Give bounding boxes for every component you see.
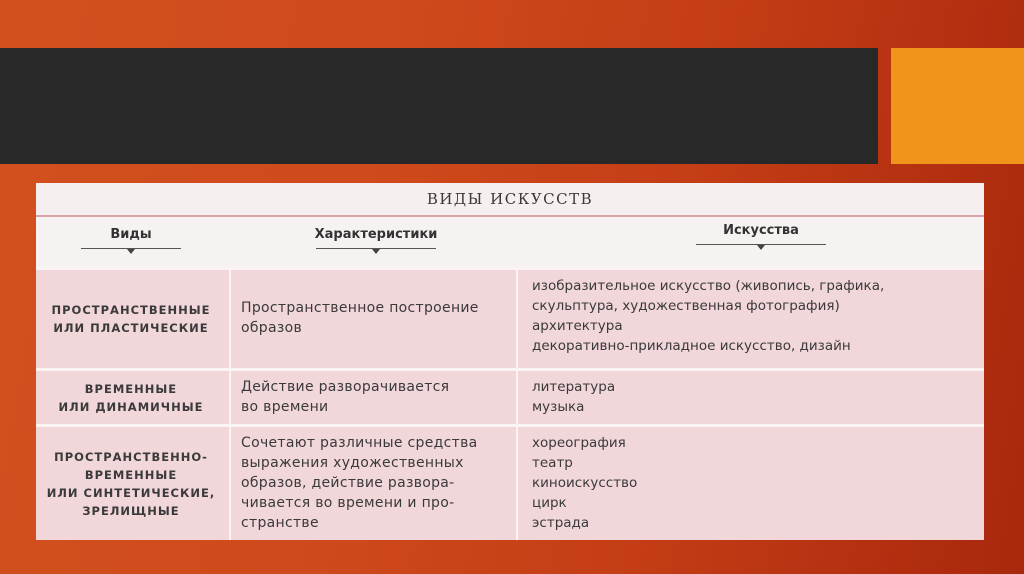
characteristics-line: образов, действие развора- bbox=[241, 475, 455, 491]
characteristics-line: во времени bbox=[241, 399, 329, 415]
kind-cell bbox=[36, 371, 226, 424]
header-arts-underline bbox=[696, 244, 826, 245]
slide-title-bar bbox=[0, 48, 878, 164]
down-arrow-icon bbox=[757, 245, 765, 250]
table-row bbox=[36, 368, 984, 424]
arts-line: киноискусство bbox=[532, 475, 638, 491]
art-types-table bbox=[36, 183, 984, 540]
arts-line: цирк bbox=[532, 495, 567, 511]
header-characteristics bbox=[291, 227, 461, 254]
characteristics-line: Сочетают различные средства bbox=[241, 435, 478, 451]
arts-cell bbox=[516, 427, 984, 540]
kind-line: ВРЕМЕННЫЕ bbox=[84, 381, 178, 396]
header-arts bbox=[676, 223, 846, 250]
slide-accent-block bbox=[891, 48, 1024, 164]
characteristics-cell bbox=[229, 371, 514, 424]
kind-line: ПРОСТРАНСТВЕННЫЕ bbox=[51, 303, 211, 317]
arts-line: музыка bbox=[532, 399, 585, 415]
header-characteristics-underline bbox=[316, 248, 436, 249]
header-kinds-label: Виды bbox=[110, 227, 152, 242]
arts-line: эстрада bbox=[532, 515, 590, 531]
characteristics-cell bbox=[229, 427, 514, 540]
kind-line: ИЛИ СИНТЕТИЧЕСКИЕ, bbox=[46, 485, 216, 500]
kind-line: ЗРЕЛИЩНЫЕ bbox=[82, 503, 180, 518]
table-row bbox=[36, 424, 984, 540]
kind-line: ИЛИ ДИНАМИЧНЫЕ bbox=[58, 399, 204, 414]
header-characteristics-label: Характеристики bbox=[314, 227, 438, 242]
characteristics-line: странстве bbox=[241, 515, 319, 531]
arts-line: театр bbox=[532, 455, 573, 471]
kind-line: ВРЕМЕННЫЕ bbox=[84, 467, 178, 482]
characteristics-line: выражения художественных bbox=[241, 455, 464, 471]
kind-cell bbox=[36, 427, 226, 540]
arts-line: архитектура bbox=[532, 318, 623, 334]
kind-line: ИЛИ ПЛАСТИЧЕСКИЕ bbox=[53, 321, 209, 335]
table-title: ВИДЫ ИСКУССТВ bbox=[426, 190, 594, 208]
arts-line: изобразительное искусство (живопись, графика, bbox=[532, 278, 885, 294]
arts-line: литература bbox=[532, 379, 616, 395]
characteristics-line: Пространственное построение bbox=[241, 300, 479, 316]
header-kinds bbox=[76, 227, 186, 254]
arts-cell bbox=[516, 270, 984, 368]
table-row bbox=[36, 267, 984, 368]
header-kinds-underline bbox=[81, 248, 181, 249]
down-arrow-icon bbox=[372, 249, 380, 254]
arts-line: декоративно-прикладное искусство, дизайн bbox=[532, 338, 851, 354]
header-arts-label: Искусства bbox=[723, 223, 799, 238]
arts-line: хореография bbox=[532, 435, 626, 451]
characteristics-line: Действие разворачивается bbox=[241, 379, 450, 395]
arts-cell bbox=[516, 371, 984, 424]
down-arrow-icon bbox=[127, 249, 135, 254]
table-header-row bbox=[36, 217, 984, 267]
characteristics-line: чивается во времени и про- bbox=[241, 495, 455, 511]
arts-line: скульптура, художественная фотография) bbox=[532, 298, 840, 314]
characteristics-cell bbox=[229, 270, 514, 368]
characteristics-line: образов bbox=[241, 320, 303, 336]
kind-line: ПРОСТРАНСТВЕННО- bbox=[54, 449, 208, 464]
kind-cell bbox=[36, 270, 226, 368]
